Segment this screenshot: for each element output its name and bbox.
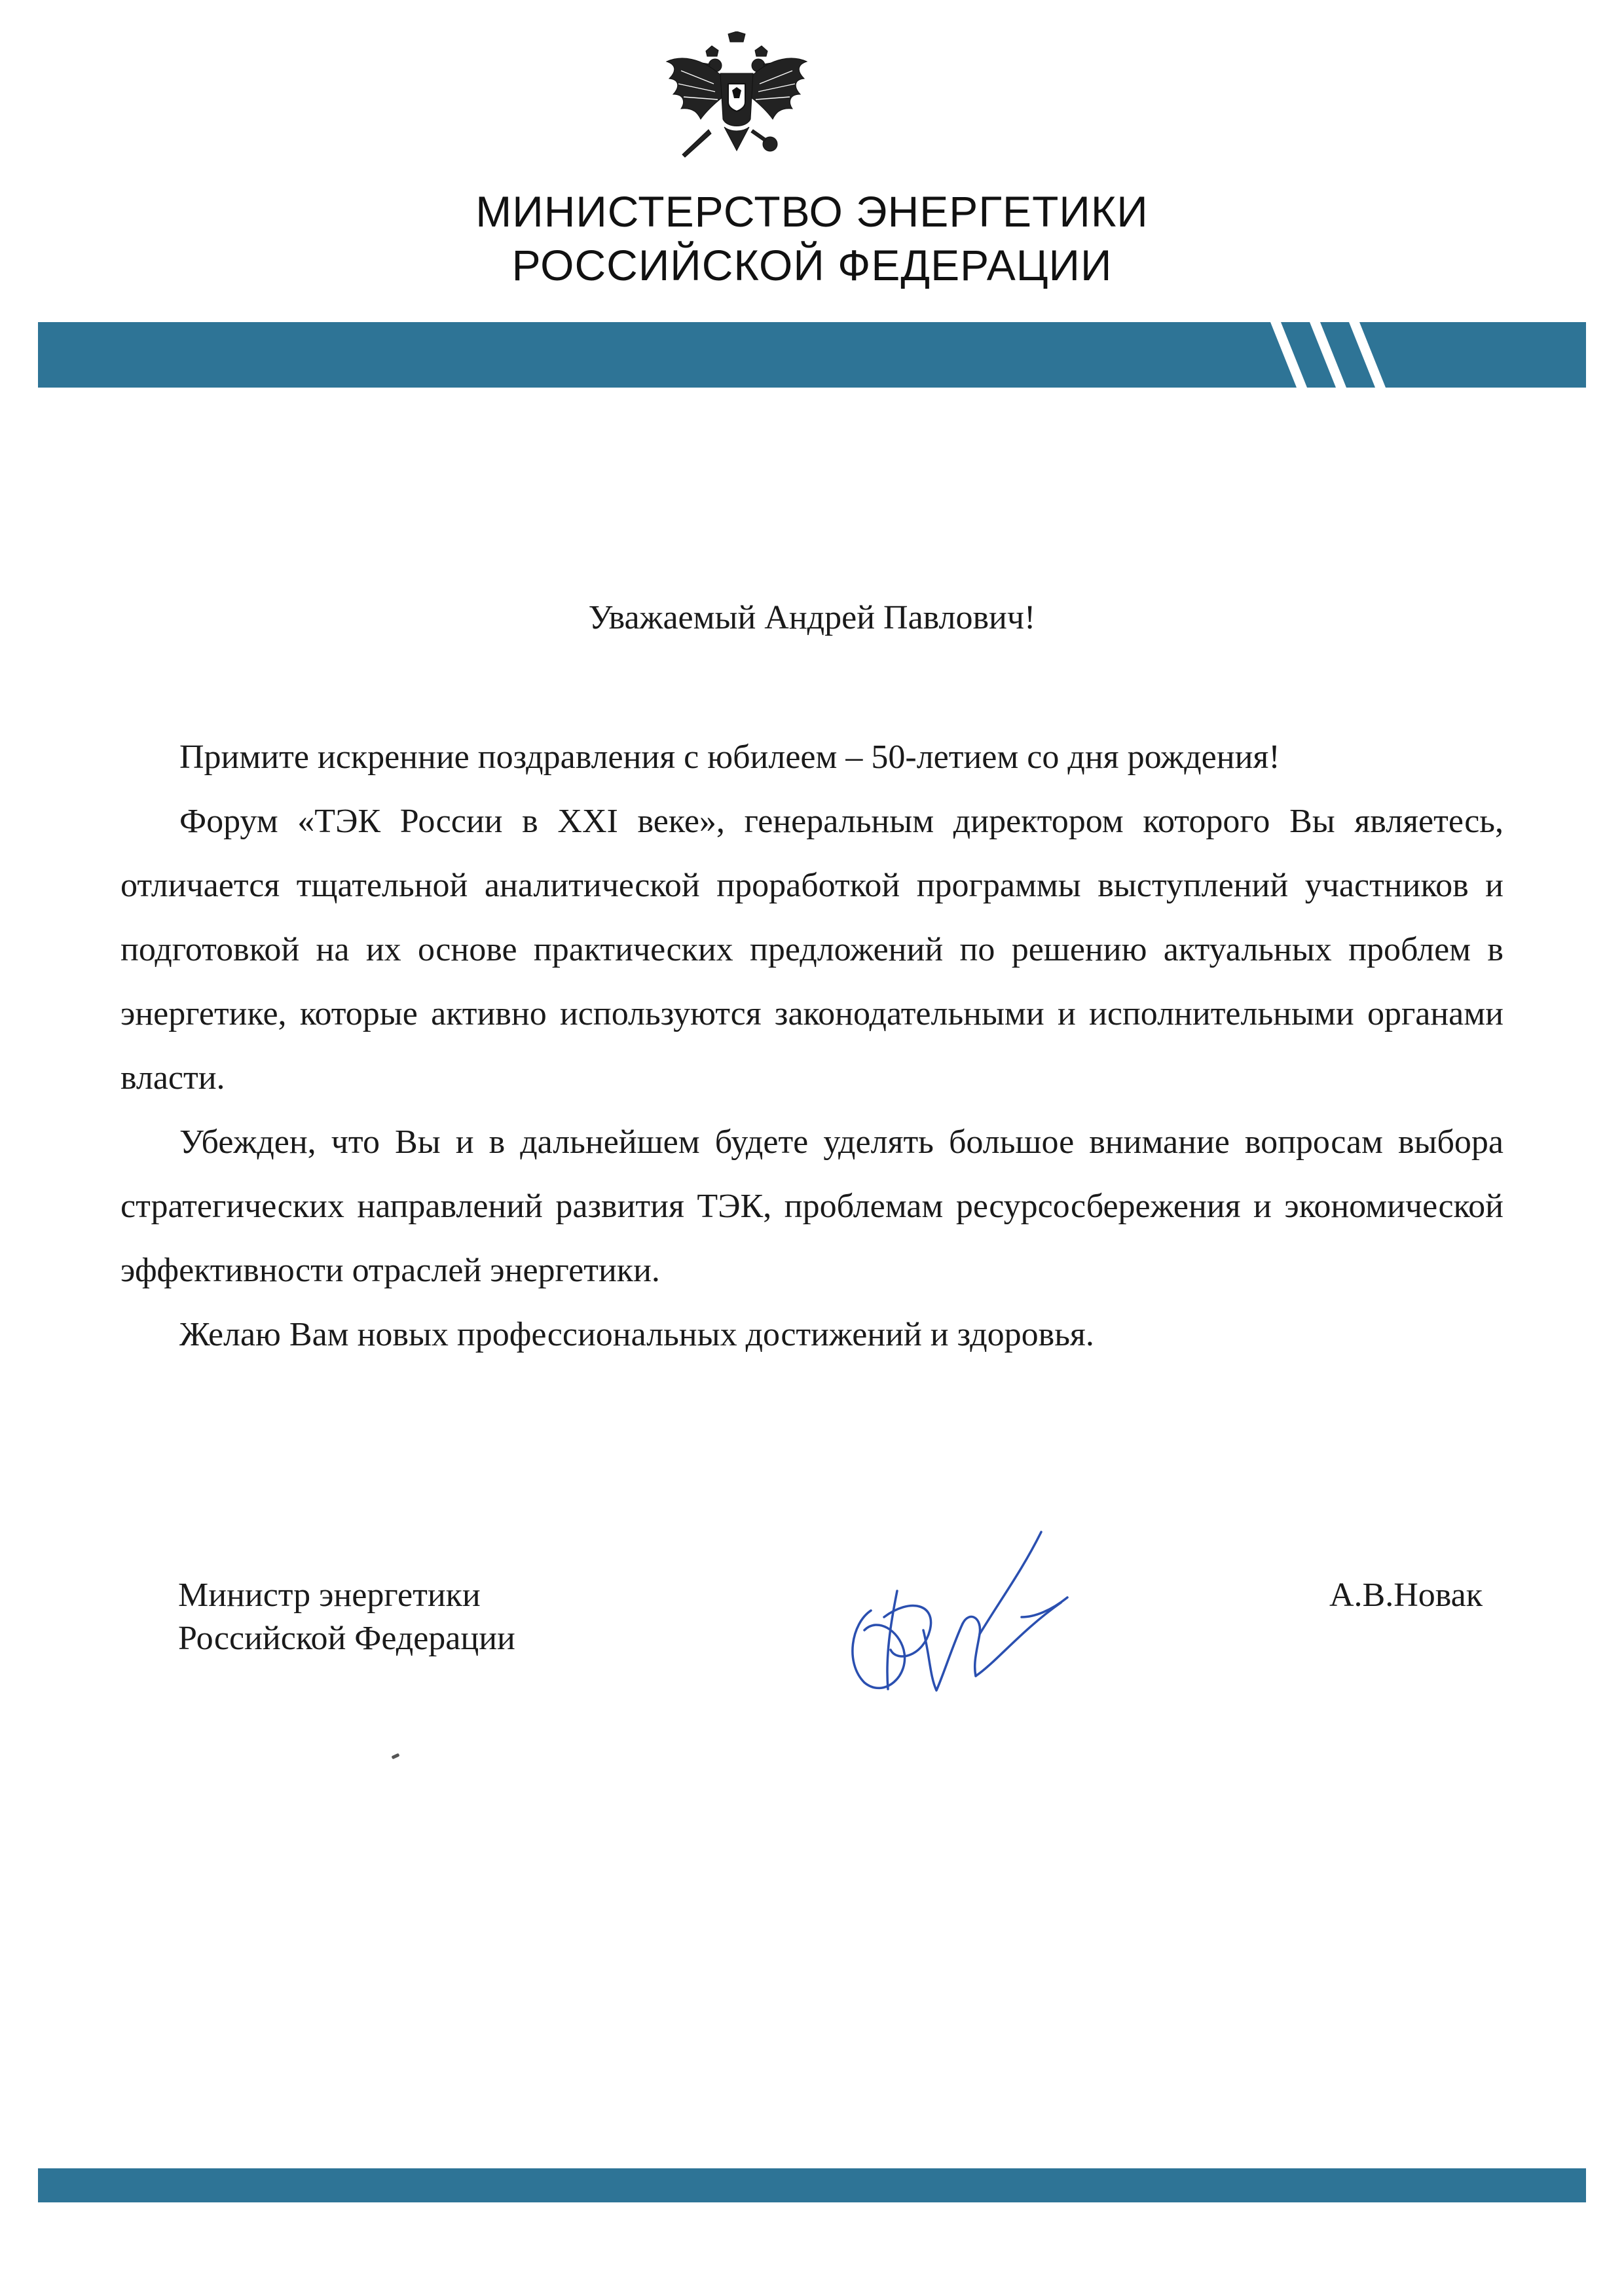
band-stripes-decoration xyxy=(1264,322,1421,388)
paragraph-4: Желаю Вам новых профессиональных достижений и здоровья. xyxy=(179,1316,1094,1353)
signatory-position xyxy=(178,1574,515,1660)
paragraph-2: Форум «ТЭК России в XXI веке», генеральным директором которого Вы являетесь, отличается тщательной аналитической проработкой программы выступлений участников и подготовкой на их основе практических предложений по решению актуальных проблем в энергетике, которые активно используются законодательными и исполнительными органами власти. xyxy=(120,803,1504,1097)
double-headed-eagle-emblem-icon xyxy=(655,31,819,169)
scan-speck xyxy=(392,1753,400,1760)
paragraph-3: Убежден, что Вы и в дальнейшем будете уделять большое внимание вопросам выбора стратегических направлений развития ТЭК, проблемам ресурсосбережения и экономической эффективности отраслей энергетики. xyxy=(120,1123,1504,1289)
ministry-title-line-1: МИНИСТЕРСТВО ЭНЕРГЕТИКИ xyxy=(475,187,1149,236)
signatory-name: А.В.Новак xyxy=(1329,1576,1483,1614)
ministry-title xyxy=(0,185,1624,292)
paragraph-1: Примите искренние поздравления с юбилеем – 50-летием со дня рождения! xyxy=(179,738,1280,776)
handwritten-signature xyxy=(825,1519,1100,1709)
footer-band xyxy=(38,2168,1586,2202)
ministry-title-line-2: РОССИЙСКОЙ ФЕДЕРАЦИИ xyxy=(511,241,1113,289)
signatory-position-line-1: Министр энергетики xyxy=(178,1576,481,1614)
letter-body xyxy=(120,725,1504,1367)
signatory-position-line-2: Российской Федерации xyxy=(178,1620,515,1657)
salutation: Уважаемый Андрей Павлович! xyxy=(588,599,1036,636)
